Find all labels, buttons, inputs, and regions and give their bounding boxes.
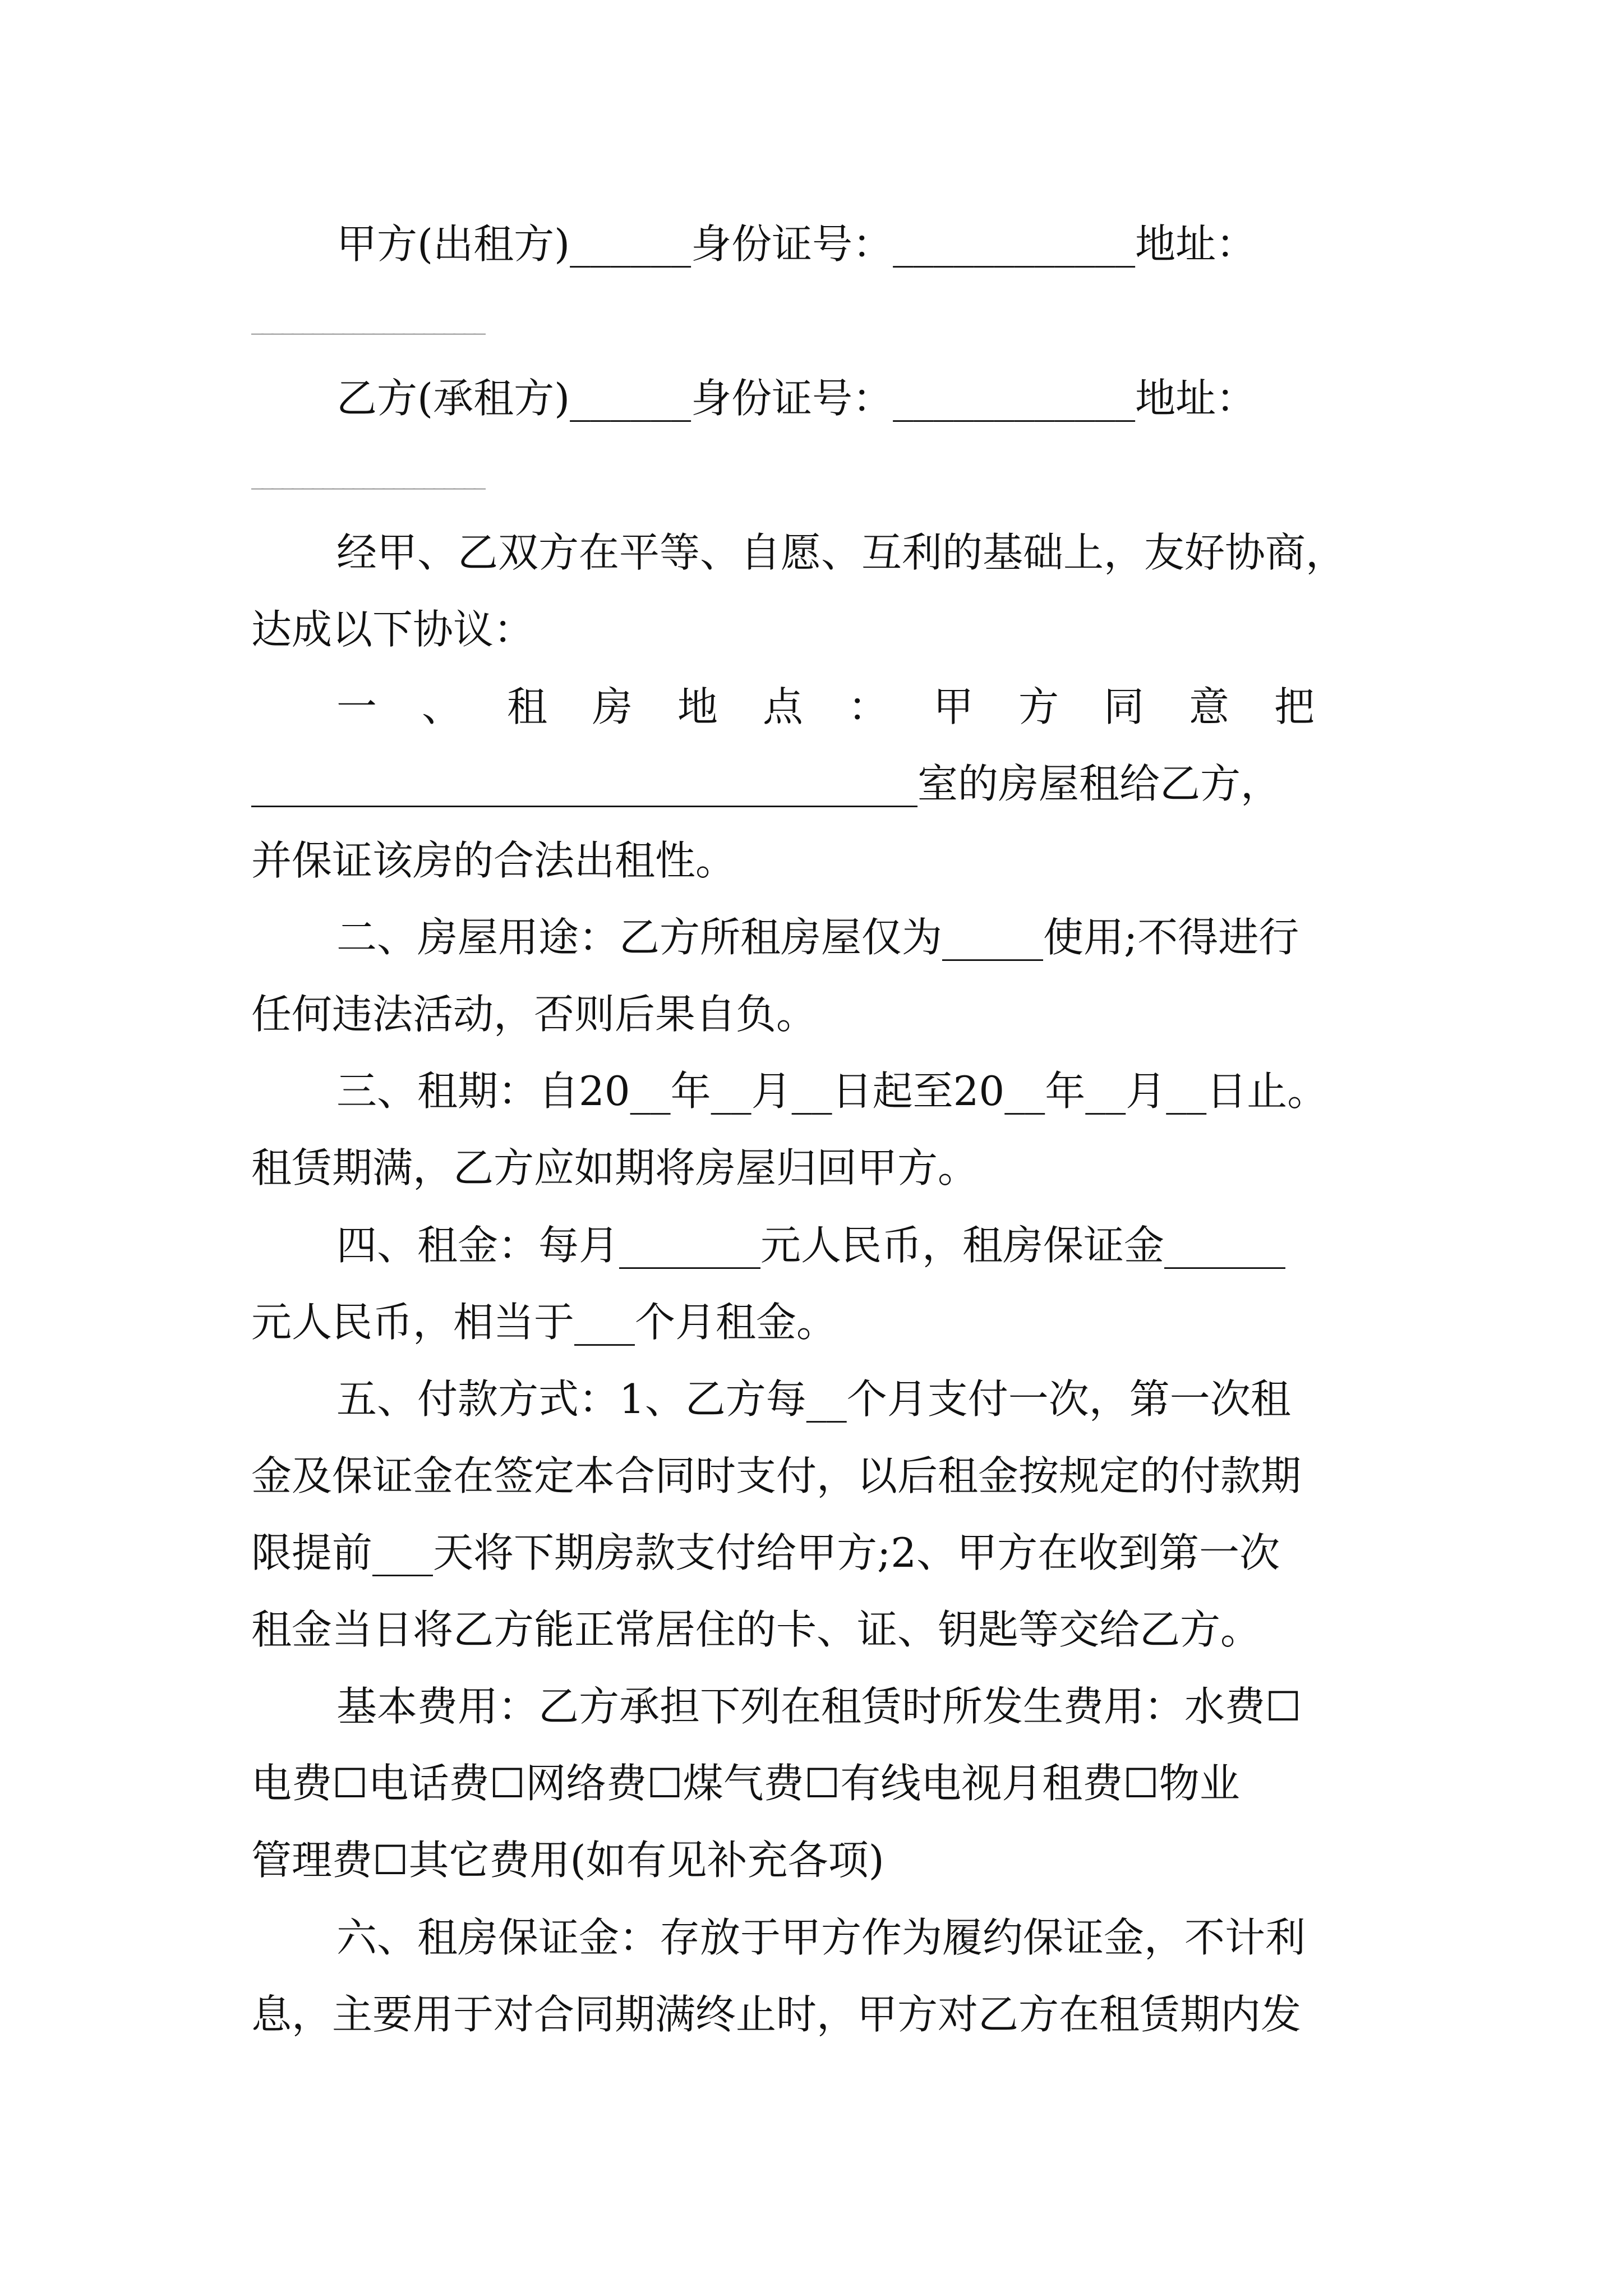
basic-fees-line-3: 管理费☐其它费用(如有见补充各项) [251,1837,884,1884]
clause-3-line-1: 三、租期：自20__年__月__日起至20__年__月__日止。 [336,1068,1328,1115]
party-b-line: 乙方(承租方)______身份证号：____________地址： [336,375,1257,422]
clause-1-line-3: 并保证该房的合法出租性。 [251,837,736,884]
intro-line-1: 经甲、乙双方在平等、自愿、互利的基础上，友好协商， [336,529,1347,576]
clause-5-line-4: 租金当日将乙方能正常居住的卡、证、钥匙等交给乙方。 [251,1606,1261,1653]
party-a-line: 甲方(出租方)______身份证号：____________地址： [336,220,1257,268]
clause-1-heading: 一、租房地点：甲方同意把 [336,683,1360,730]
basic-fees-line-2: 电费☐电话费☐网络费☐煤气费☐有线电视月租费☐物业 [251,1760,1240,1807]
clause-4-line-1: 四、租金：每月_______元人民币，租房保证金______ [336,1222,1286,1269]
clause-5-line-2: 金及保证金在签定本合同时支付，以后租金按规定的付款期 [251,1452,1302,1499]
clause-4-line-2: 元人民币，相当于___个月租金。 [251,1299,837,1346]
clause-6-line-2: 息，主要用于对合同期满终止时，甲方对乙方在租赁期内发 [251,1991,1302,2038]
clause-2-line-2: 任何违法活动，否则后果自负。 [251,991,817,1038]
intro-line-2: 达成以下协议： [251,606,534,653]
clause-3-line-2: 租赁期满，乙方应如期将房屋归回甲方。 [251,1144,979,1191]
clause-1-line-2: _________________________________室的房屋租给乙方， [251,760,1281,807]
clause-5-line-1: 五、付款方式：1、乙方每__个月支付一次，第一次租 [336,1375,1291,1423]
basic-fees-line-1: 基本费用：乙方承担下列在租赁时所发生费用：水费☐ [336,1683,1302,1730]
party-a-address-blank: _______________________ [251,306,483,335]
clause-6-line-1: 六、租房保证金：存放于甲方作为履约保证金，不计利 [336,1914,1306,1961]
party-b-address-blank: _______________________ [251,461,483,490]
clause-2-line-1: 二、房屋用途：乙方所租房屋仅为_____使用;不得进行 [336,914,1299,961]
clause-5-line-3: 限提前___天将下期房款支付给甲方;2、甲方在收到第一次 [251,1529,1280,1576]
